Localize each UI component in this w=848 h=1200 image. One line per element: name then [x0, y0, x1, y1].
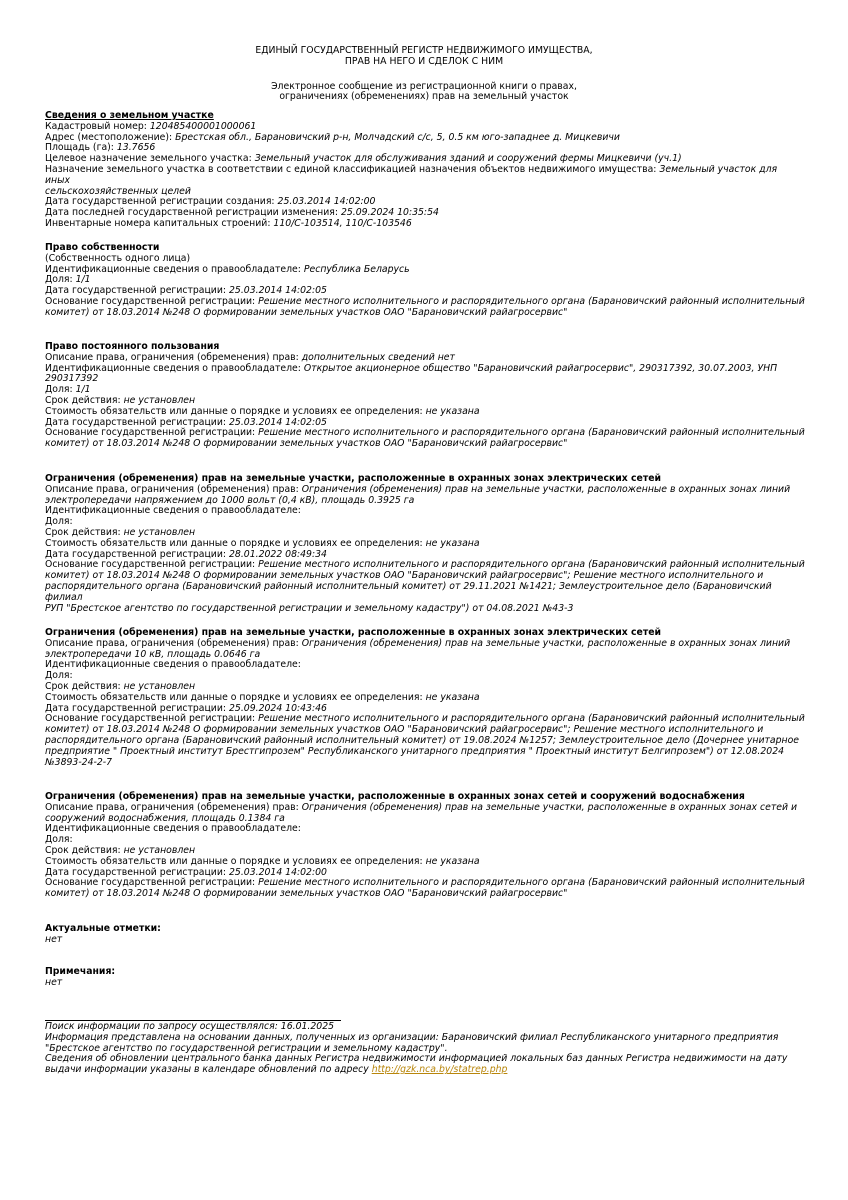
restriction-3-date-row: Дата государственной регистрации: 25.03.2014 14:02:00: [45, 866, 327, 878]
purpose-row: Целевое назначение земельного участка: Земельный участок для обслуживания зданий и сооружений фермы Мицкевичи (уч.1): [45, 153, 682, 165]
restriction-3-share-row: Доля:: [45, 834, 73, 846]
document-header: [0, 46, 848, 103]
restriction-1-title: Ограничения (обременения) прав на земельные участки, расположенные в охранных зонах электрических сетей: [45, 473, 662, 484]
registry-title-line-1: ЕДИНЫЙ ГОСУДАРСТВЕННЫЙ РЕГИСТР НЕДВИЖИМОГО ИМУЩЕСТВА,: [255, 45, 593, 56]
ownership-basis-cont: комитет) от 18.03.2014 №248 О формировании земельных участков ОАО "Барановичский райагросервис": [45, 306, 568, 318]
permanent-use-desc-row: Описание права, ограничения (обременения) прав: дополнительных сведений нет: [45, 351, 455, 363]
address-row: Адрес (местоположение): Брестская обл., Барановичский р-н, Молчадский с/с, 5, 0.5 км юго-западнее д. Мицкевичи: [45, 131, 620, 143]
ownership-basis-row: Основание государственной регистрации: Решение местного исполнительного и распорядительного органа (Барановичский районный исполнительный: [45, 295, 805, 307]
permanent-use-basis-row: Основание государственной регистрации: Решение местного исполнительного и распорядительного органа (Барановичский районный исполнительный: [45, 427, 805, 439]
footer-update-line-1: Сведения об обновлении центрального банка данных Регистра недвижимости информацией локальных баз данных Регистра недвижимости на дату: [45, 1053, 788, 1065]
inventory-row: Инвентарные номера капитальных строений: 110/C-103514, 110/C-103546: [45, 217, 412, 229]
restriction-3-title: Ограничения (обременения) прав на земельные участки, расположенные в охранных зонах сетей и сооружений водоснабжения: [45, 791, 745, 802]
land-parcel-title: Сведения о земельном участке: [45, 110, 214, 121]
restriction-2-desc-cont: электропередачи 10 кВ, площадь 0.0646 га: [45, 648, 261, 660]
restriction-2-basis-row: Основание государственной регистрации: Решение местного исполнительного и распорядительного органа (Барановичский районный исполнительный: [45, 713, 805, 725]
footer-update-line-2: выдачи информации указаны в календаре обновлений по адресу http://gzk.nca.by/statrep.php: [45, 1064, 508, 1076]
footer-source-line-2: "Брестское агентство по государственной регистрации и земельному кадастру".: [45, 1042, 448, 1054]
permanent-use-title: Право постоянного пользования: [45, 341, 220, 352]
restriction-2-basis-cont-3: предприятие " Проектный институт Брестгипрозем" Республиканского унитарного предприятия " Проектный институт Белгипрозем") от 12.08.2024: [45, 745, 785, 757]
restriction-1-desc-row: Описание права, ограничения (обременения) прав: Ограничения (обременения) прав на земельные участки, расположенные в охранных зонах линий: [45, 483, 791, 495]
restriction-1-share-row: Доля:: [45, 516, 73, 528]
restriction-2-basis-cont-2: распорядительного органа (Барановичский районный исполнительный комитет) от 19.08.2024 №1257; Землеустроительное дело (Дочернее унитарное: [45, 734, 800, 746]
message-title-line-1: Электронное сообщение из регистрационной книги о правах,: [271, 80, 577, 92]
actual-marks-value: нет: [45, 933, 63, 945]
message-title-line-2: ограничениях (обременениях) прав на земельный участок: [279, 91, 569, 103]
restriction-3-basis-row: Основание государственной регистрации: Решение местного исполнительного и распорядительного органа (Барановичский районный исполнительный: [45, 877, 805, 889]
ownership-share-row: Доля: 1/1: [45, 274, 91, 286]
restriction-2-cost-row: Стоимость обязательств или данные о порядке и условиях ее определения: не указана: [45, 691, 480, 703]
ownership-section: [45, 243, 805, 319]
statrep-link[interactable]: http://gzk.nca.by/statrep.php: [371, 1064, 508, 1076]
actual-marks-section: [45, 924, 805, 946]
restriction-2-share-row: Доля:: [45, 670, 73, 682]
land-parcel-section: [45, 111, 805, 230]
footer: [45, 1022, 805, 1076]
cadastral-number-row: Кадастровый номер: 120485400001000061: [45, 120, 257, 132]
restriction-2-basis-cont-1: комитет) от 18.03.2014 №248 О формировании земельных участков ОАО "Барановичский райагросервис"; Решение местного исполнительного и: [45, 724, 764, 736]
restriction-2-holder-row: Идентификационные сведения о правообладателе:: [45, 659, 301, 671]
restriction-1-basis-row: Основание государственной регистрации: Решение местного исполнительного и распорядительного органа (Барановичский районный исполнительный: [45, 559, 805, 571]
area-row: Площадь (га): 13.7656: [45, 142, 156, 154]
restriction-3-cost-row: Стоимость обязательств или данные о порядке и условиях ее определения: не указана: [45, 855, 480, 867]
restriction-1-basis-cont-1: комитет) от 18.03.2014 №248 О формировании земельных участков ОАО "Барановичский райагросервис"; Решение местного исполнительного и: [45, 570, 764, 582]
classification-row: Назначение земельного участка в соответствии с единой классификацией назначения объектов недвижимого имущества: Земельный участок для иных: [45, 163, 778, 186]
restriction-1-basis-cont-2: распорядительного органа (Барановичский районный исполнительный комитет) от 29.11.2021 №1421; Землеустроительное дело (Барановичский филиал: [45, 580, 772, 603]
restriction-2-date-row: Дата государственной регистрации: 25.09.2024 10:43:46: [45, 702, 327, 714]
restriction-2-term-row: Срок действия: не установлен: [45, 680, 196, 692]
permanent-use-holder-cont: 290317392: [45, 373, 99, 385]
ownership-type: (Собственность одного лица): [45, 252, 191, 264]
restriction-1-date-row: Дата государственной регистрации: 28.01.2022 08:49:34: [45, 548, 327, 560]
permanent-use-cost-row: Стоимость обязательств или данные о порядке и условиях ее определения: не указана: [45, 405, 480, 417]
notes-section: [45, 967, 805, 989]
restriction-3-basis-cont: комитет) от 18.03.2014 №248 О формировании земельных участков ОАО "Барановичский райагросервис": [45, 888, 568, 900]
cadastral-number: 120485400001000061: [149, 120, 257, 132]
restriction-3-desc-cont: сооружений водоснабжения, площадь 0.1384 га: [45, 812, 285, 824]
permanent-use-term-row: Срок действия: не установлен: [45, 394, 196, 406]
permanent-use-section: [45, 342, 805, 450]
restriction-1-desc-cont: электропередачи напряжением до 1000 вольт (0,4 кВ), площадь 0.3925 га: [45, 494, 415, 506]
restriction-1-cost-row: Стоимость обязательств или данные о порядке и условиях ее определения: не указана: [45, 537, 480, 549]
notes-value: нет: [45, 976, 63, 988]
classification-value-cont: сельскохозяйственных целей: [45, 185, 191, 197]
restriction-3-term-row: Срок действия: не установлен: [45, 844, 196, 856]
permanent-use-share-row: Доля: 1/1: [45, 384, 91, 396]
restriction-1-holder-row: Идентификационные сведения о правообладателе:: [45, 505, 301, 517]
restriction-3-holder-row: Идентификационные сведения о правообладателе:: [45, 823, 301, 835]
registry-title-line-2: ПРАВ НА НЕГО И СДЕЛОК С НИМ: [344, 55, 504, 67]
restriction-1-basis-cont-3: РУП "Брестское агентство по государственной регистрации и земельному кадастру") от 04.08.2021 №43-3: [45, 602, 574, 614]
address-value: Брестская обл., Барановичский р-н, Молчадский с/с, 5, 0.5 км юго-западнее д. Мицкевичи: [175, 131, 620, 143]
purpose-value: Земельный участок для обслуживания зданий и сооружений фермы Мицкевичи (уч.1): [254, 153, 682, 165]
created-date-row: Дата государственной регистрации создания: 25.03.2014 14:02:00: [45, 196, 376, 208]
footer-search-date: Поиск информации по запросу осуществлялся: 16.01.2025: [45, 1021, 335, 1032]
actual-marks-title: Актуальные отметки:: [45, 923, 161, 934]
restriction-2-desc-row: Описание права, ограничения (обременения) прав: Ограничения (обременения) прав на земельные участки, расположенные в охранных зонах линий: [45, 637, 791, 649]
restriction-section-3: [45, 792, 805, 900]
restriction-2-basis-cont-4: №3893-24-2-7: [45, 756, 113, 768]
notes-title: Примечания:: [45, 966, 116, 977]
permanent-use-basis-cont: комитет) от 18.03.2014 №248 О формировании земельных участков ОАО "Барановичский райагросервис": [45, 438, 568, 450]
area-value: 13.7656: [116, 142, 156, 154]
restriction-2-title: Ограничения (обременения) прав на земельные участки, расположенные в охранных зонах электрических сетей: [45, 627, 662, 638]
ownership-title: Право собственности: [45, 242, 160, 253]
permanent-use-date-row: Дата государственной регистрации: 25.03.2014 14:02:05: [45, 416, 327, 428]
permanent-use-holder-row: Идентификационные сведения о правообладателе: Открытое акционерное общество "Барановичский райагросервис", 290317392, 30.07.2003, УНП: [45, 362, 778, 374]
restriction-3-desc-row: Описание права, ограничения (обременения) прав: Ограничения (обременения) прав на земельные участки, расположенные в охранных зонах сетей и: [45, 801, 797, 813]
ownership-date-row: Дата государственной регистрации: 25.03.2014 14:02:05: [45, 285, 327, 297]
footer-source-line-1: Информация представлена на основании данных, полученных из организации: Барановичский филиал Республиканского унитарного предприятия: [45, 1031, 779, 1043]
ownership-holder-row: Идентификационные сведения о правообладателе: Республика Беларусь: [45, 263, 410, 275]
restriction-1-term-row: Срок действия: не установлен: [45, 526, 196, 538]
restriction-section-1: [45, 474, 805, 614]
restriction-section-2: [45, 628, 805, 768]
changed-date-row: Дата последней государственной регистрации изменения: 25.09.2024 10:35:54: [45, 207, 439, 219]
